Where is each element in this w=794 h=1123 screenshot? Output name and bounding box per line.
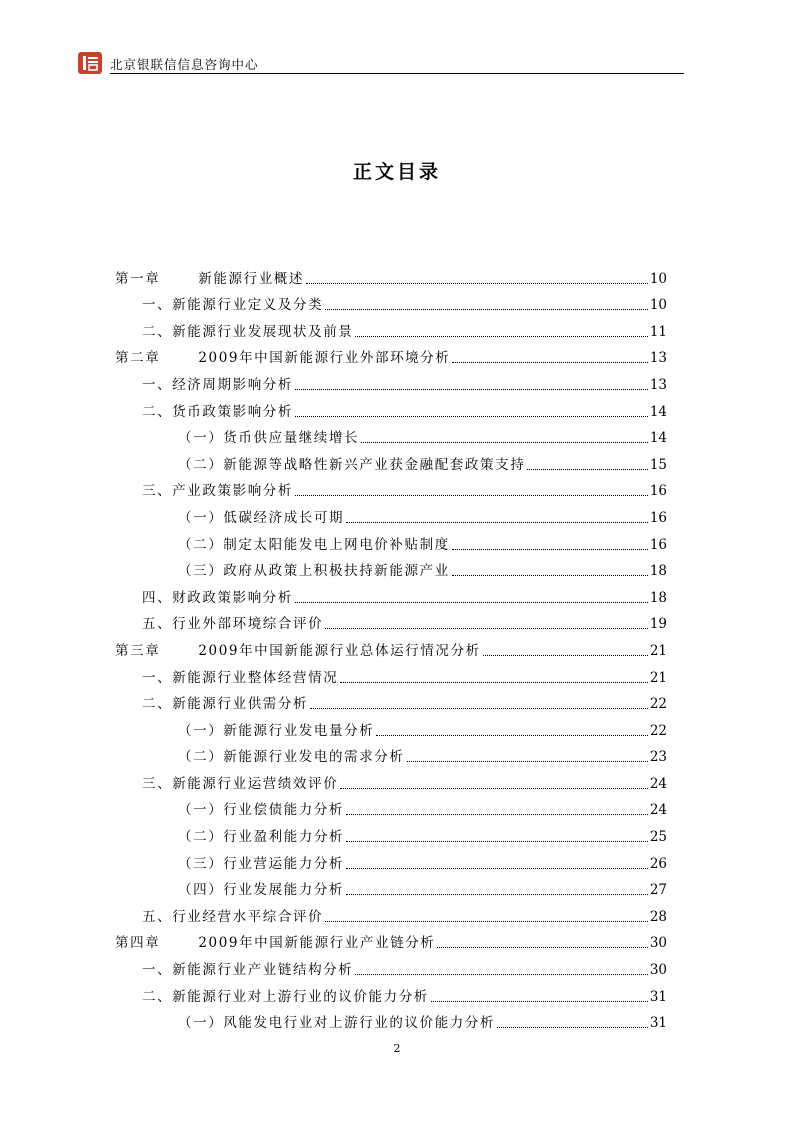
toc-entry[interactable] [115, 366, 667, 393]
toc-entry-page: 14 [649, 430, 667, 447]
dot-leader [325, 628, 648, 629]
toc-entry[interactable] [115, 739, 667, 766]
toc-entry-page: 30 [649, 935, 667, 952]
dot-leader [346, 868, 648, 869]
toc-entry-title: 一、新能源行业整体经营情况 [142, 669, 339, 686]
dot-leader [325, 309, 648, 310]
dot-leader [295, 495, 648, 496]
toc-entry-title: 2009年中国新能源行业产业链分析 [198, 935, 436, 952]
toc-entry[interactable] [115, 978, 667, 1005]
dot-leader [452, 575, 648, 576]
toc-entry-title: 二、新能源行业供需分析 [142, 696, 309, 713]
toc-entry-title: 2009年中国新能源行业外部环境分析 [198, 350, 451, 367]
toc-entry-page: 27 [649, 882, 667, 899]
dot-leader [452, 362, 647, 363]
toc-entry[interactable] [115, 606, 667, 633]
toc-entry[interactable] [115, 553, 667, 580]
toc-entry-page: 13 [649, 376, 667, 393]
toc-entry-title: 二、货币政策影响分析 [142, 403, 293, 420]
toc-entry[interactable] [115, 792, 667, 819]
dot-leader [340, 682, 648, 683]
toc-entry[interactable] [115, 659, 667, 686]
seal-logo-icon [78, 52, 102, 74]
toc-entry-title: 五、行业经营水平综合评价 [142, 908, 324, 925]
dot-leader [361, 442, 648, 443]
toc-entry[interactable] [115, 686, 667, 713]
header-divider [110, 73, 684, 74]
toc-entry-page: 31 [649, 1015, 667, 1032]
toc-entry[interactable] [115, 313, 667, 340]
toc-entry-title: （三）政府从政策上积极扶持新能源产业 [178, 563, 450, 580]
toc-entry[interactable] [115, 1005, 667, 1032]
page-number: 2 [393, 1042, 401, 1055]
dot-leader [527, 469, 648, 470]
page-title: 正文目录 [352, 161, 441, 183]
toc-entry[interactable] [115, 499, 667, 526]
toc-entry-title: 五、行业外部环境综合评价 [142, 616, 324, 633]
dot-leader [355, 336, 647, 337]
chapter-number: 第三章 [115, 642, 161, 659]
toc-entry-title: 二、新能源行业发展现状及前景 [142, 323, 354, 340]
dot-leader [437, 947, 647, 948]
toc-entry-page: 13 [649, 350, 667, 367]
toc-entry[interactable] [115, 260, 667, 287]
dot-leader [355, 974, 647, 975]
toc-entry-title: （一）新能源行业发电量分析 [178, 722, 375, 739]
dot-leader [310, 708, 648, 709]
organization-name: 北京银联信信息咨询中心 [110, 57, 259, 72]
toc-entry-page: 26 [649, 855, 667, 872]
toc-entry-page: 18 [649, 563, 667, 580]
toc-entry[interactable] [115, 712, 667, 739]
dot-leader [346, 522, 648, 523]
toc-entry-page: 10 [649, 297, 667, 314]
toc-entry[interactable] [115, 765, 667, 792]
toc-entry-page: 21 [649, 642, 667, 659]
toc-entry[interactable] [115, 872, 667, 899]
toc-entry-page: 21 [649, 669, 667, 686]
dot-leader [407, 761, 648, 762]
toc-entry-page: 11 [649, 323, 667, 340]
chapter-number: 第四章 [115, 935, 161, 952]
toc-entry-title: 一、新能源行业产业链结构分析 [142, 962, 354, 979]
toc-entry-page: 10 [649, 270, 667, 287]
toc-entry-page: 24 [649, 775, 667, 792]
toc-entry-page: 25 [649, 829, 667, 846]
dot-leader [340, 788, 648, 789]
toc-entry-title: （一）低碳经济成长可期 [178, 509, 345, 526]
toc-entry-page: 31 [649, 988, 667, 1005]
toc-entry[interactable] [115, 951, 667, 978]
toc-entry[interactable] [115, 526, 667, 553]
dot-leader [431, 1001, 648, 1002]
toc-entry-page: 30 [649, 962, 667, 979]
dot-leader [497, 1027, 648, 1028]
toc-entry-page: 16 [649, 536, 667, 553]
dot-leader [346, 814, 648, 815]
toc-entry-title: 四、财政政策影响分析 [142, 589, 293, 606]
toc-entry[interactable] [115, 340, 667, 367]
toc-entry[interactable] [115, 898, 667, 925]
toc-entry-title: （一）货币供应量继续增长 [178, 430, 360, 447]
toc-entry-page: 24 [649, 802, 667, 819]
toc-entry-title: 三、产业政策影响分析 [142, 483, 293, 500]
toc-entry[interactable] [115, 579, 667, 606]
toc-entry-title: （一）行业偿债能力分析 [178, 802, 345, 819]
toc-entry[interactable] [115, 925, 667, 952]
toc-entry-page: 23 [649, 749, 667, 766]
toc-entry-page: 22 [649, 722, 667, 739]
chapter-number: 第二章 [115, 350, 161, 367]
dot-leader [295, 416, 648, 417]
toc-entry[interactable] [115, 287, 667, 314]
dot-leader [483, 655, 648, 656]
toc-entry-title: 新能源行业概述 [198, 270, 305, 287]
toc-entry[interactable] [115, 393, 667, 420]
table-of-contents [115, 260, 667, 1031]
dot-leader [346, 894, 648, 895]
toc-entry[interactable] [115, 473, 667, 500]
toc-entry-title: 一、新能源行业定义及分类 [142, 297, 324, 314]
toc-entry-title: 三、新能源行业运营绩效评价 [142, 775, 339, 792]
dot-leader [325, 921, 648, 922]
toc-entry-page: 18 [649, 589, 667, 606]
dot-leader [346, 841, 648, 842]
toc-entry-title: （一）风能发电行业对上游行业的议价能力分析 [178, 1015, 496, 1032]
dot-leader [376, 735, 648, 736]
toc-entry[interactable] [115, 845, 667, 872]
toc-entry[interactable] [115, 420, 667, 447]
toc-entry[interactable] [115, 446, 667, 473]
toc-entry-page: 14 [649, 403, 667, 420]
toc-entry-page: 28 [649, 908, 667, 925]
toc-entry-page: 19 [649, 616, 667, 633]
toc-entry-page: 22 [649, 696, 667, 713]
toc-entry-title: （四）行业发展能力分析 [178, 882, 345, 899]
toc-entry-page: 15 [649, 456, 667, 473]
toc-entry-title: （三）行业营运能力分析 [178, 855, 345, 872]
toc-entry-title: （二）新能源行业发电的需求分析 [178, 749, 405, 766]
chapter-number: 第一章 [115, 270, 161, 287]
toc-entry-title: （二）行业盈利能力分析 [178, 829, 345, 846]
toc-entry-title: 2009年中国新能源行业总体运行情况分析 [198, 642, 481, 659]
toc-entry-title: （二）新能源等战略性新兴产业获金融配套政策支持 [178, 456, 526, 473]
toc-entry[interactable] [115, 818, 667, 845]
toc-entry-title: 一、经济周期影响分析 [142, 376, 293, 393]
dot-leader [452, 549, 648, 550]
toc-entry[interactable] [115, 632, 667, 659]
toc-entry-page: 16 [649, 483, 667, 500]
toc-entry-title: （二）制定太阳能发电上网电价补贴制度 [178, 536, 450, 553]
dot-leader [295, 602, 648, 603]
dot-leader [306, 283, 648, 284]
toc-entry-title: 二、新能源行业对上游行业的议价能力分析 [142, 988, 429, 1005]
toc-entry-page: 16 [649, 509, 667, 526]
dot-leader [295, 389, 648, 390]
